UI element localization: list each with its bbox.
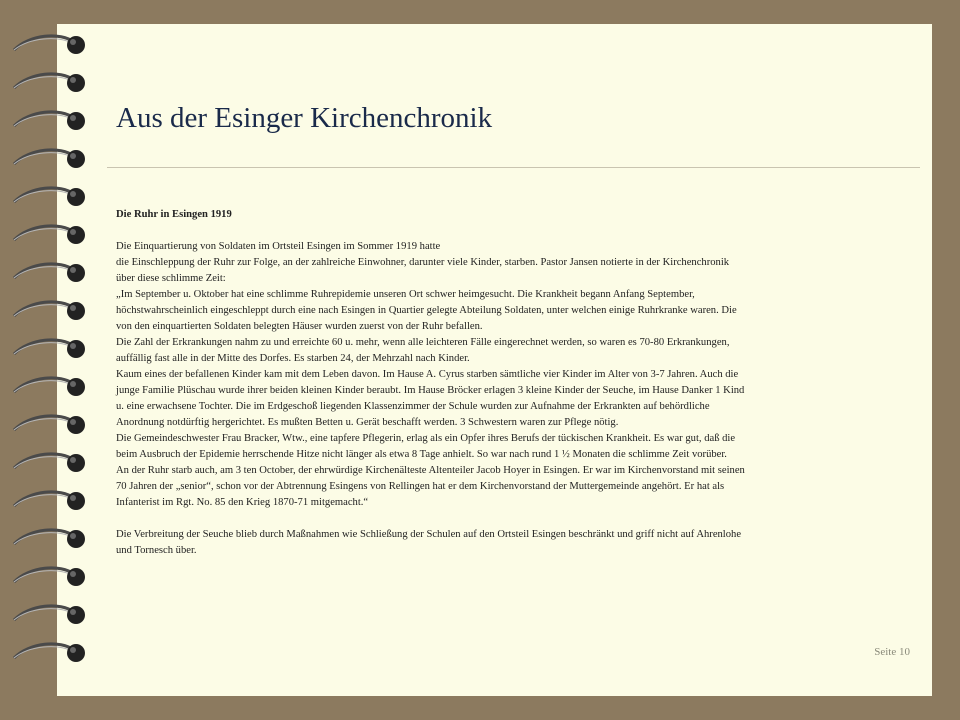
- binding-ring-icon: [0, 560, 100, 590]
- binding-ring-icon: [0, 484, 100, 514]
- text-line: Die Einquartierung von Soldaten im Ortsteil Esingen im Sommer 1919 hatte: [116, 241, 441, 252]
- section-heading: Die Ruhr in Esingen 1919: [116, 209, 232, 220]
- closing-line: und Tornesch über.: [116, 545, 197, 556]
- binding-ring-icon: [0, 408, 100, 438]
- text-line: Die Zahl der Erkrankungen nahm zu und erreichte 60 u. mehr, wenn alle leichteren Fälle eingerechnet werden, so waren es 70-80 Erkrankungen,: [116, 337, 730, 348]
- binding-ring-icon: [0, 218, 100, 248]
- text-line: von den einquartierten Soldaten belegten Häuser wurden zuerst von der Ruhr befallen.: [116, 321, 483, 332]
- binding-ring-icon: [0, 522, 100, 552]
- binding-ring-icon: [0, 180, 100, 210]
- text-line: beim Ausbruch der Epidemie herrschende Hitze nicht länger als etwa 8 Tage anhielt. So war nach rund 1 ½ Monaten die schlimme Zeit vorüber.: [116, 449, 727, 460]
- binding-ring-icon: [0, 332, 100, 362]
- text-line: die Einschleppung der Ruhr zur Folge, an der zahlreiche Einwohner, darunter viele Kinder, starben. Pastor Jansen notierte in der Kirchenchronik: [116, 257, 730, 268]
- binding-ring-icon: [0, 104, 100, 134]
- binding-ring-icon: [0, 142, 100, 172]
- text-line: Die Gemeindeschwester Frau Bracker, Wtw., eine tapfere Pflegerin, erlag als ein Opfer ihres Berufs der tückischen Krankheit. Es war gut, daß die: [116, 433, 736, 444]
- text-line: auffällig fast alle in der Mitte des Dorfes. Es starben 24, der Mehrzahl nach Kinder.: [116, 353, 470, 364]
- binding-ring-icon: [0, 636, 100, 666]
- binding-ring-icon: [0, 446, 100, 476]
- binding-ring-icon: [0, 598, 100, 628]
- text-line: über diese schlimme Zeit:: [116, 273, 226, 284]
- chronicle-text: [116, 207, 916, 559]
- page-title: Aus der Esinger Kirchenchronik: [116, 102, 493, 134]
- page-number: Seite 10: [874, 646, 910, 658]
- text-line: junge Familie Plüschau wurde ihrer beiden kleinen Kinder beraubt. Im Hause Bröcker erlagen 3 kleine Kinder der Seuche, im Hause Danker 1 Kind: [116, 385, 745, 396]
- text-line: An der Ruhr starb auch, am 3 ten October, der ehrwürdige Kirchenälteste Altenteiler Jacob Hoyer in Esingen. Er war im Kirchenvorstand mit seinen: [116, 465, 745, 476]
- binding-ring-icon: [0, 294, 100, 324]
- closing-line: Die Verbreitung der Seuche blieb durch Maßnahmen wie Schließung der Schulen auf den Ortsteil Esingen beschränkt und griff nicht auf Ahrenlohe: [116, 529, 742, 540]
- paragraph-gap: [116, 511, 916, 527]
- text-line: u. eine erwachsene Tochter. Die im Erdgeschoß liegenden Klassenzimmer der Schule wurden zur Aufnahme der Erkrankten auf behördliche: [116, 401, 710, 412]
- text-line: 70 Jahren der „senior“, schon vor der Abtrennung Esingens von Rellingen hat er dem Kirchenvorstand der Muttergemeinde angehört. Er hat als: [116, 481, 725, 492]
- binding-ring-icon: [0, 370, 100, 400]
- document-page: [57, 24, 932, 696]
- text-line: Anordnung notdürftig hergerichtet. Es mußten Betten u. Gerät beschafft werden. 3 Schwestern waren zur Pflege nötig.: [116, 417, 619, 428]
- title-divider: [107, 167, 920, 168]
- binding-ring-icon: [0, 28, 100, 58]
- binding-ring-icon: [0, 256, 100, 286]
- text-line: Kaum eines der befallenen Kinder kam mit dem Leben davon. Im Hause A. Cyrus starben sämtliche vier Kinder im Alter von 3-7 Jahren. Auch die: [116, 369, 739, 380]
- text-line: Infanterist im Rgt. No. 85 den Krieg 1870-71 mitgemacht.“: [116, 497, 369, 508]
- binding-ring-icon: [0, 66, 100, 96]
- text-line: „Im September u. Oktober hat eine schlimme Ruhrepidemie unseren Ort schwer heimgesucht. Die Krankheit begann Anfang September,: [116, 289, 695, 300]
- text-line: höchstwahrscheinlich eingeschleppt durch eine nach Esingen in Quartier gelegte Abteilung Soldaten, unter welchen einige Ruhrkranke waren. Die: [116, 305, 737, 316]
